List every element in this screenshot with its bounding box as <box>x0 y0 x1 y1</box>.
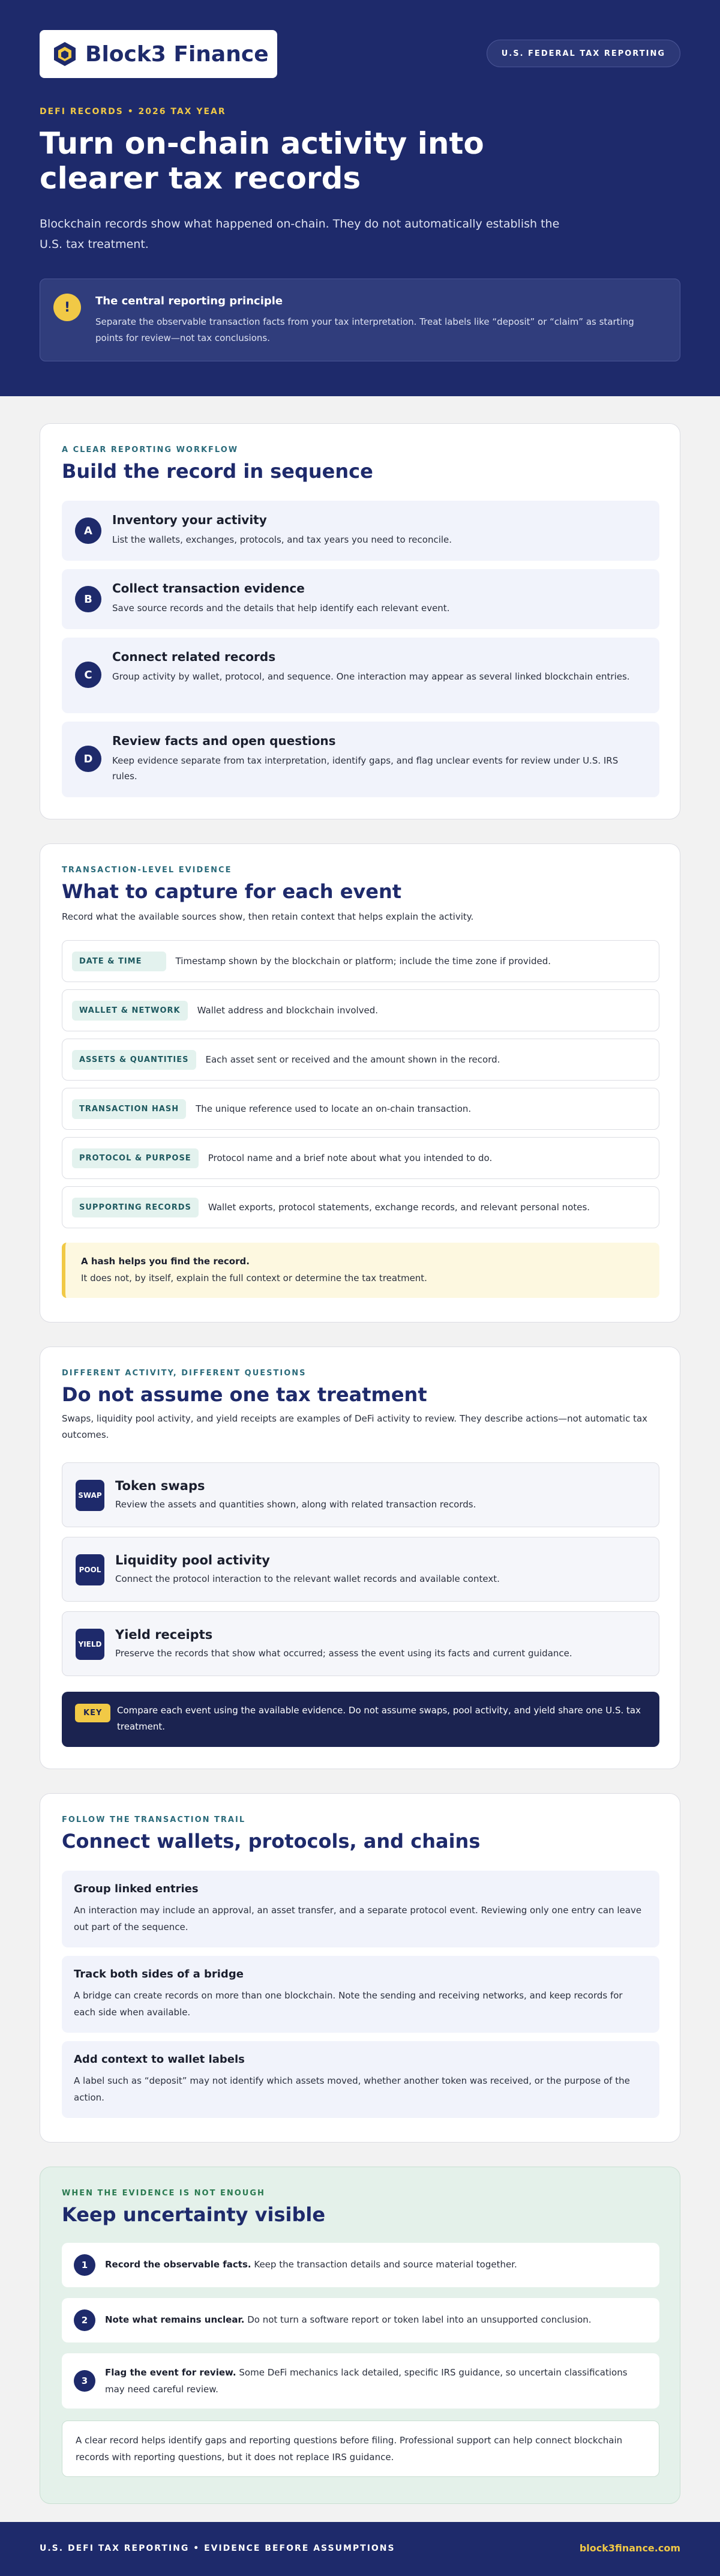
workflow-step <box>62 501 659 561</box>
workflow-step <box>62 569 659 629</box>
swap-icon: SWAP <box>76 1480 104 1511</box>
footer-tagline: U.S. DEFI TAX REPORTING • EVIDENCE BEFORE ASSUMPTIONS <box>40 2544 395 2553</box>
yield-icon: YIELD <box>76 1629 104 1660</box>
evidence-text: Timestamp shown by the blockchain or platform; include the time zone if provided. <box>175 956 551 967</box>
evidence-text: The unique reference used to locate an on-chain transaction. <box>196 1103 472 1114</box>
step-letter-badge: A <box>75 517 101 544</box>
uncertainty-step <box>62 2298 659 2342</box>
trail-eyebrow: FOLLOW THE TRANSACTION TRAIL <box>62 1815 246 1824</box>
trail-item <box>62 2041 659 2118</box>
pool-icon: POOL <box>76 1554 104 1585</box>
footer-website-link[interactable]: block3finance.com <box>579 2542 680 2554</box>
evidence-eyebrow: TRANSACTION-LEVEL EVIDENCE <box>62 866 232 875</box>
uncertainty-step-body: Do not turn a software report or token label into an unsupported conclusion. <box>247 2314 592 2325</box>
activity-item <box>62 1537 659 1602</box>
step-text: Group activity by wallet, protocol, and sequence. One interaction may appear as several linked blockchain entries. <box>112 671 630 682</box>
evidence-text: Wallet exports, protocol statements, exchange records, and relevant personal notes. <box>208 1202 590 1213</box>
trail-item-text: An interaction may include an approval, an asset transfer, and a separate protocol event. Reviewing only one entry can leave out part of the sequence. <box>74 1905 642 1932</box>
evidence-tag: ASSETS & QUANTITIES <box>72 1050 196 1070</box>
uncertainty-card <box>40 2167 680 2504</box>
activity-title: Do not assume one tax treatment <box>62 1383 427 1406</box>
brand-logo[interactable] <box>40 30 277 78</box>
uncertainty-title: Keep uncertainty visible <box>62 2203 326 2226</box>
page-footer <box>0 2522 720 2576</box>
step-number-badge: 2 <box>74 2309 95 2331</box>
activity-intro: Swaps, liquidity pool activity, and yield receipts are examples of DeFi activity to review. They describe actions—not automatic tax outcomes. <box>62 1413 648 1440</box>
uncertainty-step-bold: Record the observable facts. <box>105 2259 251 2270</box>
trail-card <box>40 1793 680 2143</box>
principle-title: The central reporting principle <box>95 295 283 307</box>
step-number-badge: 1 <box>74 2254 95 2276</box>
key-text: Compare each event using the available evidence. Do not assume swaps, pool activity, and yield share one U.S. tax treatment. <box>117 1705 641 1732</box>
evidence-text: Wallet address and blockchain involved. <box>197 1005 379 1016</box>
step-letter-badge: B <box>75 586 101 612</box>
activity-item-title: Token swaps <box>115 1479 205 1493</box>
evidence-tag: TRANSACTION HASH <box>72 1099 186 1119</box>
hero-header <box>0 0 720 396</box>
trail-title: Connect wallets, protocols, and chains <box>62 1830 481 1853</box>
workflow-step <box>62 722 659 797</box>
uncertainty-step-body: Keep the transaction details and source material together. <box>254 2259 517 2270</box>
hash-note <box>62 1243 659 1298</box>
evidence-tag: WALLET & NETWORK <box>72 1001 188 1021</box>
key-tag: KEY <box>75 1704 110 1722</box>
principle-text: Separate the observable transaction facts from your tax interpretation. Treat labels like “deposit” or “claim” as starting points for review—not tax conclusions. <box>95 316 634 343</box>
hash-note-text: It does not, by itself, explain the full context or determine the tax treatment. <box>81 1273 427 1283</box>
uncertainty-step-text <box>105 2311 645 2328</box>
evidence-tag: DATE & TIME <box>72 952 166 971</box>
uncertainty-step-bold: Flag the event for review. <box>105 2367 236 2378</box>
hexagon-logo-icon <box>52 41 78 67</box>
activity-item-text: Review the assets and quantities shown, along with related transaction records. <box>115 1499 476 1510</box>
workflow-card <box>40 423 680 819</box>
uncertainty-step-body: Some DeFi mechanics lack detailed, specific IRS guidance, so uncertain classifications may need careful review. <box>105 2367 628 2395</box>
activity-item-text: Connect the protocol interaction to the relevant wallet records and available context. <box>115 1573 500 1584</box>
step-text: Save source records and the details that help identify each relevant event. <box>112 603 450 614</box>
evidence-row <box>62 989 659 1031</box>
brand-name: Block3 Finance <box>85 41 269 67</box>
trail-item <box>62 1871 659 1947</box>
evidence-text: Protocol name and a brief note about what you intended to do. <box>208 1153 493 1163</box>
uncertainty-summary: A clear record helps identify gaps and reporting questions before filing. Professional support can help connect blockchain records with reporting questions, but it does not replace IRS guidance. <box>62 2421 659 2477</box>
exclamation-icon: ! <box>53 294 81 321</box>
trail-item-title: Add context to wallet labels <box>74 2053 245 2066</box>
activity-item-title: Yield receipts <box>115 1627 213 1642</box>
uncertainty-step <box>62 2353 659 2409</box>
activity-eyebrow: DIFFERENT ACTIVITY, DIFFERENT QUESTIONS <box>62 1369 307 1378</box>
evidence-card <box>40 843 680 1323</box>
hash-note-title: A hash helps you find the record. <box>81 1256 250 1267</box>
step-letter-badge: C <box>75 662 101 688</box>
uncertainty-step-text <box>105 2256 645 2273</box>
step-number-badge: 3 <box>74 2370 95 2392</box>
step-letter-badge: D <box>75 746 101 772</box>
evidence-text: Each asset sent or received and the amount shown in the record. <box>205 1054 500 1065</box>
evidence-row <box>62 940 659 982</box>
step-title: Collect transaction evidence <box>112 581 305 596</box>
activity-card <box>40 1347 680 1769</box>
principle-callout <box>40 279 680 361</box>
workflow-title: Build the record in sequence <box>62 460 373 483</box>
step-title: Review facts and open questions <box>112 734 336 748</box>
trail-item-text: A label such as “deposit” may not identify which assets moved, whether another token was received, or the purpose of the action. <box>74 2075 630 2103</box>
activity-item-text: Preserve the records that show what occurred; assess the event using its facts and current guidance. <box>115 1648 572 1659</box>
activity-item <box>62 1462 659 1527</box>
evidence-title: What to capture for each event <box>62 880 402 903</box>
hero-title: Turn on-chain activity into clearer tax records <box>40 126 484 196</box>
hero-subtitle: Blockchain records show what happened on-chain. They do not automatically establish the U.S. tax treatment. <box>40 217 560 251</box>
evidence-tag: PROTOCOL & PURPOSE <box>72 1148 199 1168</box>
evidence-row <box>62 1137 659 1179</box>
workflow-eyebrow: A CLEAR REPORTING WORKFLOW <box>62 445 239 454</box>
federal-tax-pill: U.S. FEDERAL TAX REPORTING <box>487 40 680 67</box>
workflow-step <box>62 638 659 713</box>
evidence-row <box>62 1186 659 1228</box>
hero-eyebrow: DEFI RECORDS • 2026 TAX YEAR <box>40 107 226 116</box>
trail-item <box>62 1956 659 2033</box>
activity-item-title: Liquidity pool activity <box>115 1553 270 1567</box>
evidence-intro: Record what the available sources show, then retain context that helps explain the activity. <box>62 911 474 922</box>
step-text: Keep evidence separate from tax interpretation, identify gaps, and flag unclear events for review under U.S. IRS rules. <box>112 755 619 782</box>
trail-item-title: Group linked entries <box>74 1883 199 1895</box>
uncertainty-step-text <box>105 2364 645 2398</box>
uncertainty-eyebrow: WHEN THE EVIDENCE IS NOT ENOUGH <box>62 2189 265 2198</box>
step-title: Inventory your activity <box>112 513 267 527</box>
activity-item <box>62 1611 659 1676</box>
uncertainty-step <box>62 2243 659 2287</box>
key-callout <box>62 1692 659 1747</box>
step-title: Connect related records <box>112 650 276 664</box>
uncertainty-step-bold: Note what remains unclear. <box>105 2314 245 2325</box>
step-text: List the wallets, exchanges, protocols, and tax years you need to reconcile. <box>112 534 452 545</box>
evidence-tag: SUPPORTING RECORDS <box>72 1198 199 1217</box>
trail-item-title: Track both sides of a bridge <box>74 1968 244 1980</box>
evidence-row <box>62 1088 659 1130</box>
evidence-row <box>62 1039 659 1081</box>
trail-item-text: A bridge can create records on more than one blockchain. Note the sending and receiving networks, and keep records for each side when available. <box>74 1990 623 2018</box>
